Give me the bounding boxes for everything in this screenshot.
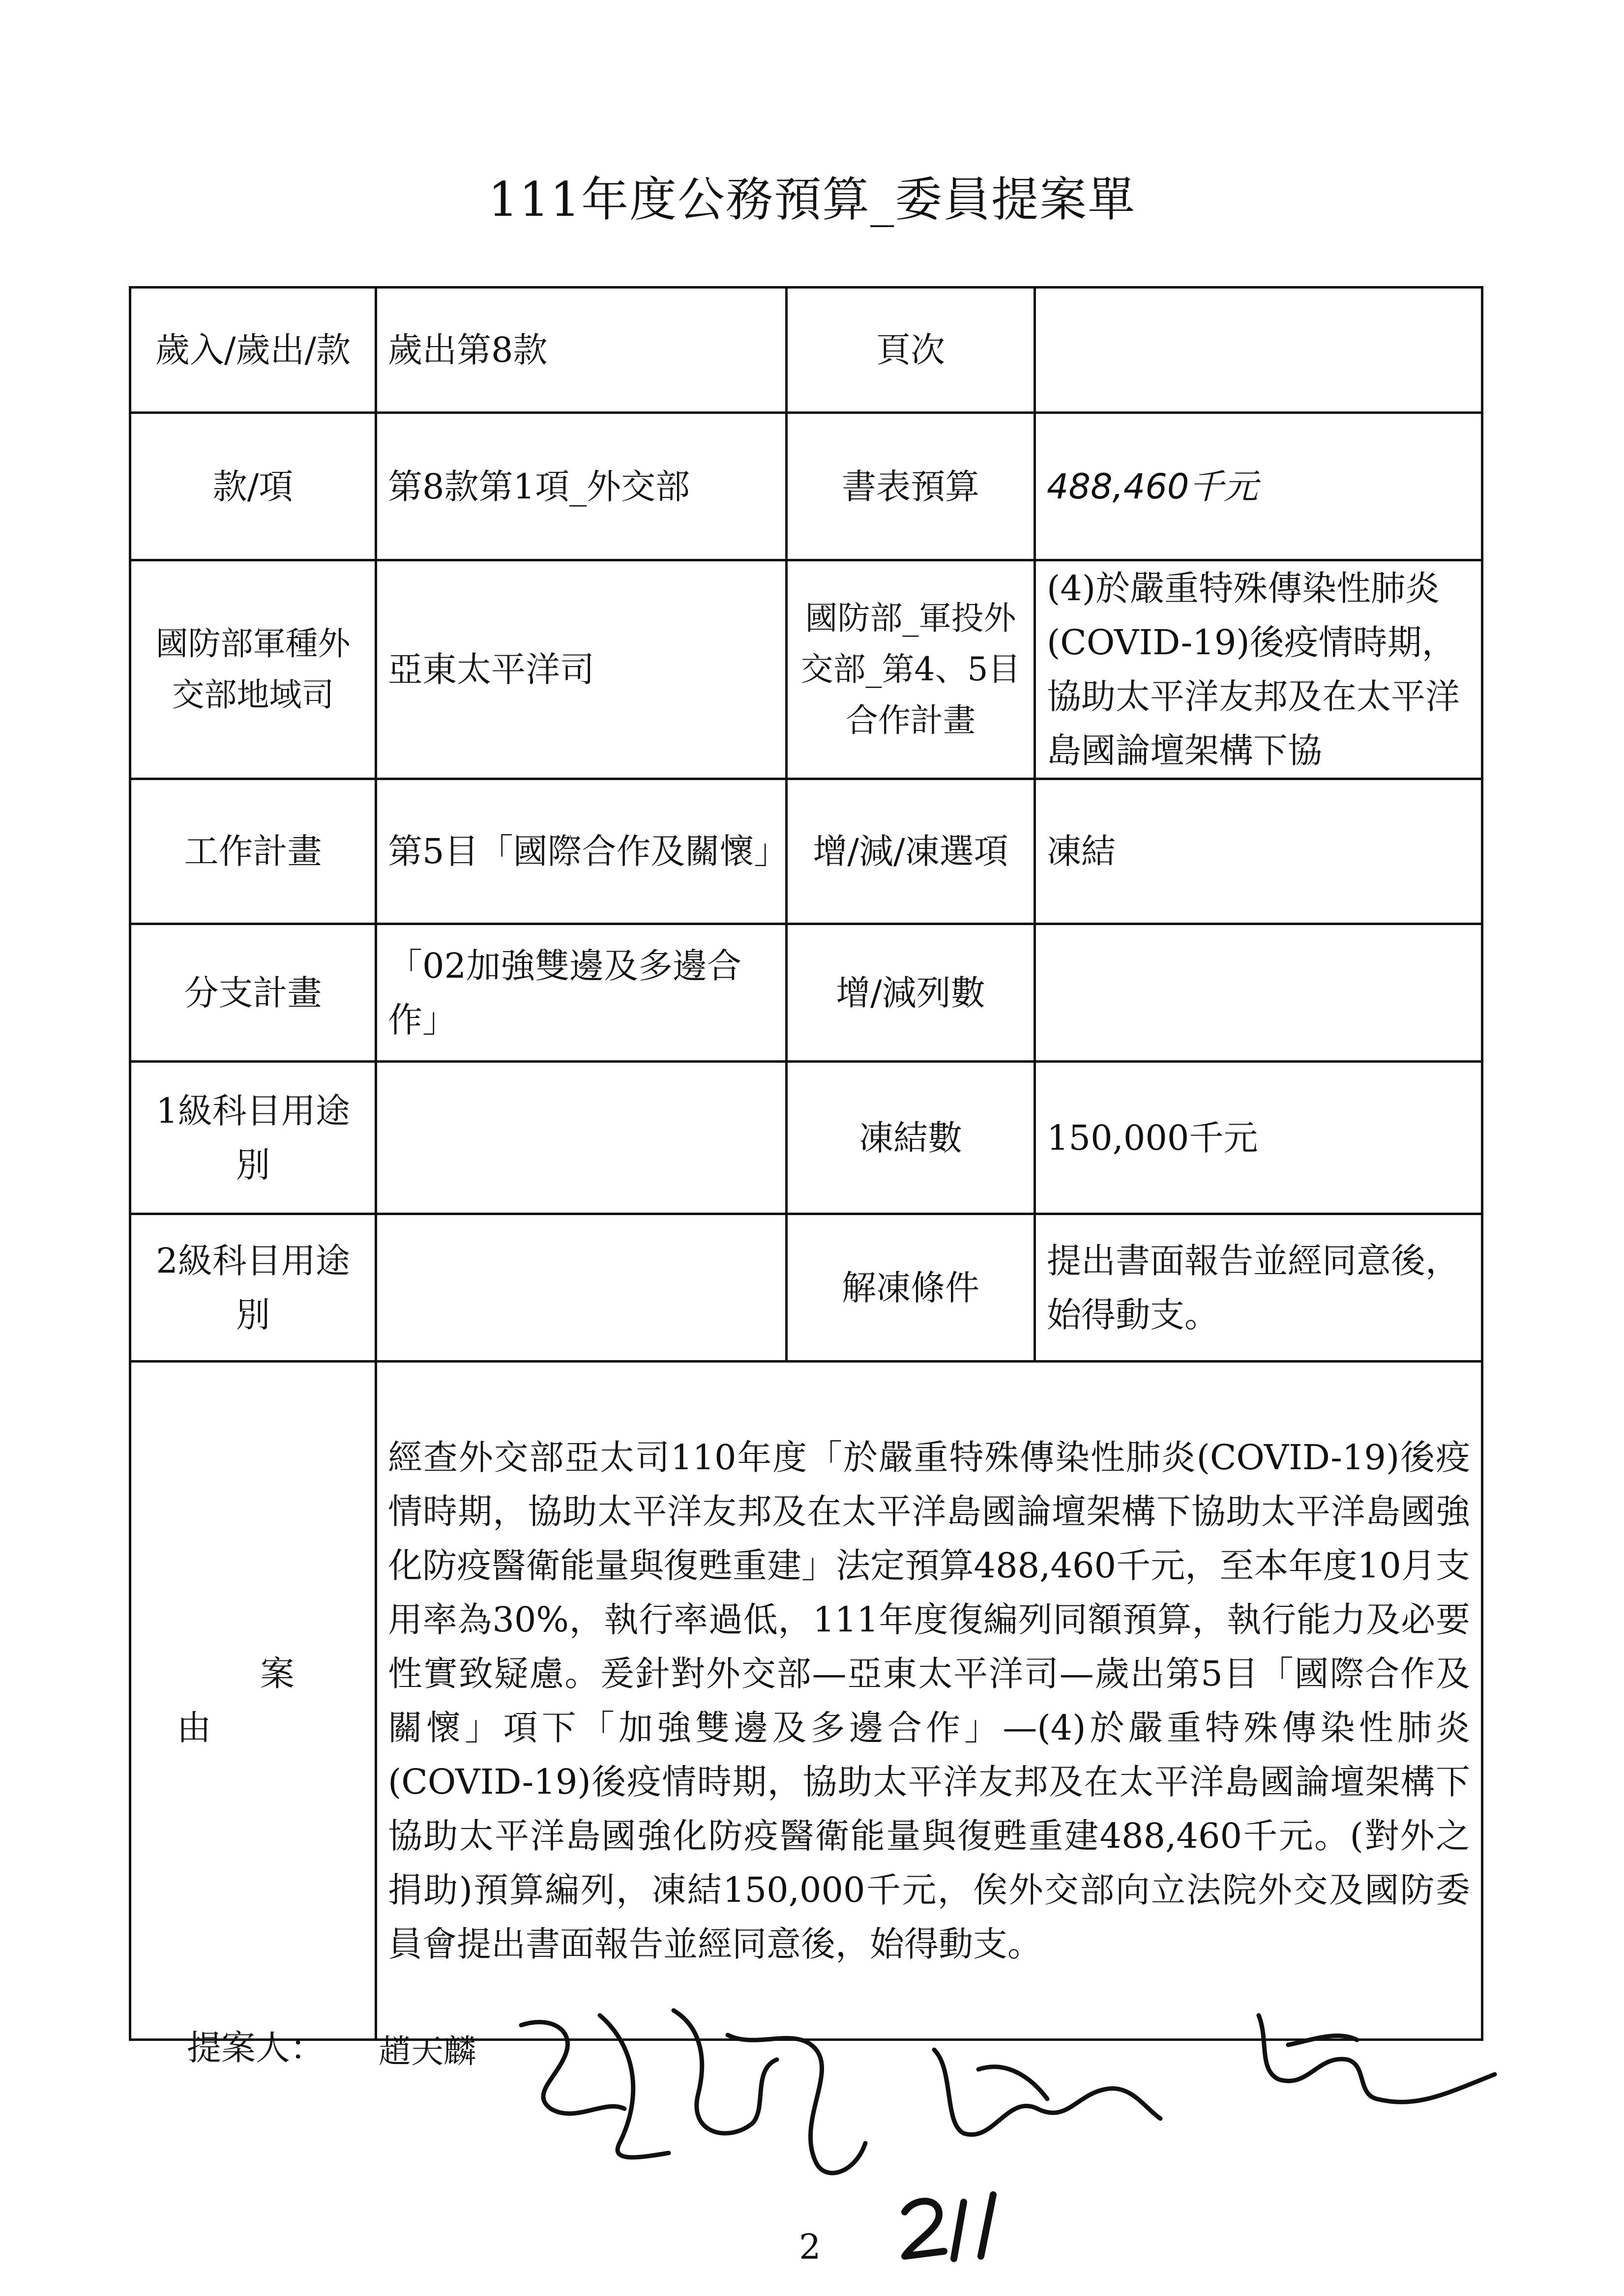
label-department: 國防部軍種外交部地域司 [130,560,376,779]
proposer-label: 提案人： [187,2028,325,2068]
label-plan-category: 國防部_軍投外交部_第4、5目合作計畫 [787,560,1035,779]
row-level2 [130,1214,1482,1362]
signature-2-stroke [978,2067,1047,2099]
row-department [130,560,1482,779]
value-branch-plan: 「02加強雙邊及多邊合作」 [376,924,787,1062]
form-title: 111年度公務預算_委員提案單 [488,172,1136,227]
value-freeze-amount: 150,000千元 [1035,1062,1482,1214]
value-page [1035,288,1482,413]
label-change-amount: 增/減列數 [787,924,1035,1062]
label-work-plan: 工作計畫 [130,779,376,924]
label-unfreeze-condition: 解凍條件 [787,1214,1035,1362]
label-level2-purpose: 2級科目用途別 [130,1214,376,1362]
label-level1-purpose: 1級科目用途別 [130,1062,376,1214]
signature-3-stroke [1259,2015,1495,2102]
label-page: 頁次 [787,288,1035,413]
value-unfreeze-condition: 提出書面報告並經同意後，始得動支。 [1035,1214,1482,1362]
reason-text: 經查外交部亞太司110年度「於嚴重特殊傳染性肺炎(COVID-19)後疫情時期，協助太平洋友邦及在太平洋島國論壇架構下協助太平洋島國強化防疫醫衛能量與復甦重建」法定預算488,460千元，至本年度10月支用率為30%，執行率過低，111年度復編列同額預算，執行能力及必要性實致疑慮。爰針對外交部—亞東太平洋司—歲出第5目「國際合作及關懷」項下「加強雙邊及多邊合作」—(4)於嚴重特殊傳染性肺炎(COVID-19)後疫情時期，協助太平洋友邦及在太平洋島國論壇架構下協助太平洋島國強化防疫醫衛能量與復甦重建488,460千元。(對外之捐助)預算編列，凍結150,000千元，俟外交部向立法院外交及國防委員會提出書面報告並經同意後，始得動支。 [376,1362,1482,2040]
row-reason [130,1362,1482,2040]
signature-1-stroke [600,2015,669,2157]
label-budget: 書表預算 [787,413,1035,560]
value-work-plan: 第5目「國際合作及關懷」 [376,779,787,924]
handwritten-signatures [521,1996,1554,2217]
signature-3-stroke [1288,2035,1357,2045]
label-section: 歲入/歲出/款 [130,288,376,413]
handwritten-page-number [895,2187,1013,2266]
value-level2-purpose [376,1214,787,1362]
proposer-name: 趙天麟 [379,2033,476,2070]
signature-1-stroke [728,2035,865,2173]
value-change-amount [1035,924,1482,1062]
label-item: 款/項 [130,413,376,560]
proposal-table [129,286,1483,2041]
signature-1-stroke [521,2022,624,2114]
row-work-plan [130,779,1482,924]
page-number: 2 [799,2227,821,2267]
value-option: 凍結 [1035,779,1482,924]
signature-2-stroke [934,2050,1160,2135]
row-section [130,288,1482,413]
label-option: 增/減/凍選項 [787,779,1035,924]
label-reason: 案由 [130,1362,376,2040]
label-branch-plan: 分支計畫 [130,924,376,1062]
row-item [130,413,1482,560]
value-plan-category: (4)於嚴重特殊傳染性肺炎(COVID-19)後疫情時期，協助太平洋友邦及在太平洋島國論壇架構下協 [1035,560,1482,779]
row-level1 [130,1062,1482,1214]
value-item: 第8款第1項_外交部 [376,413,787,560]
value-section: 歲出第8款 [376,288,787,413]
value-level1-purpose [376,1062,787,1214]
value-department: 亞東太平洋司 [376,560,787,779]
value-budget-handwritten: 488,460千元 [1035,413,1482,560]
label-freeze-amount: 凍結數 [787,1062,1035,1214]
signature-1-stroke [674,2010,777,2133]
row-branch-plan [130,924,1482,1062]
